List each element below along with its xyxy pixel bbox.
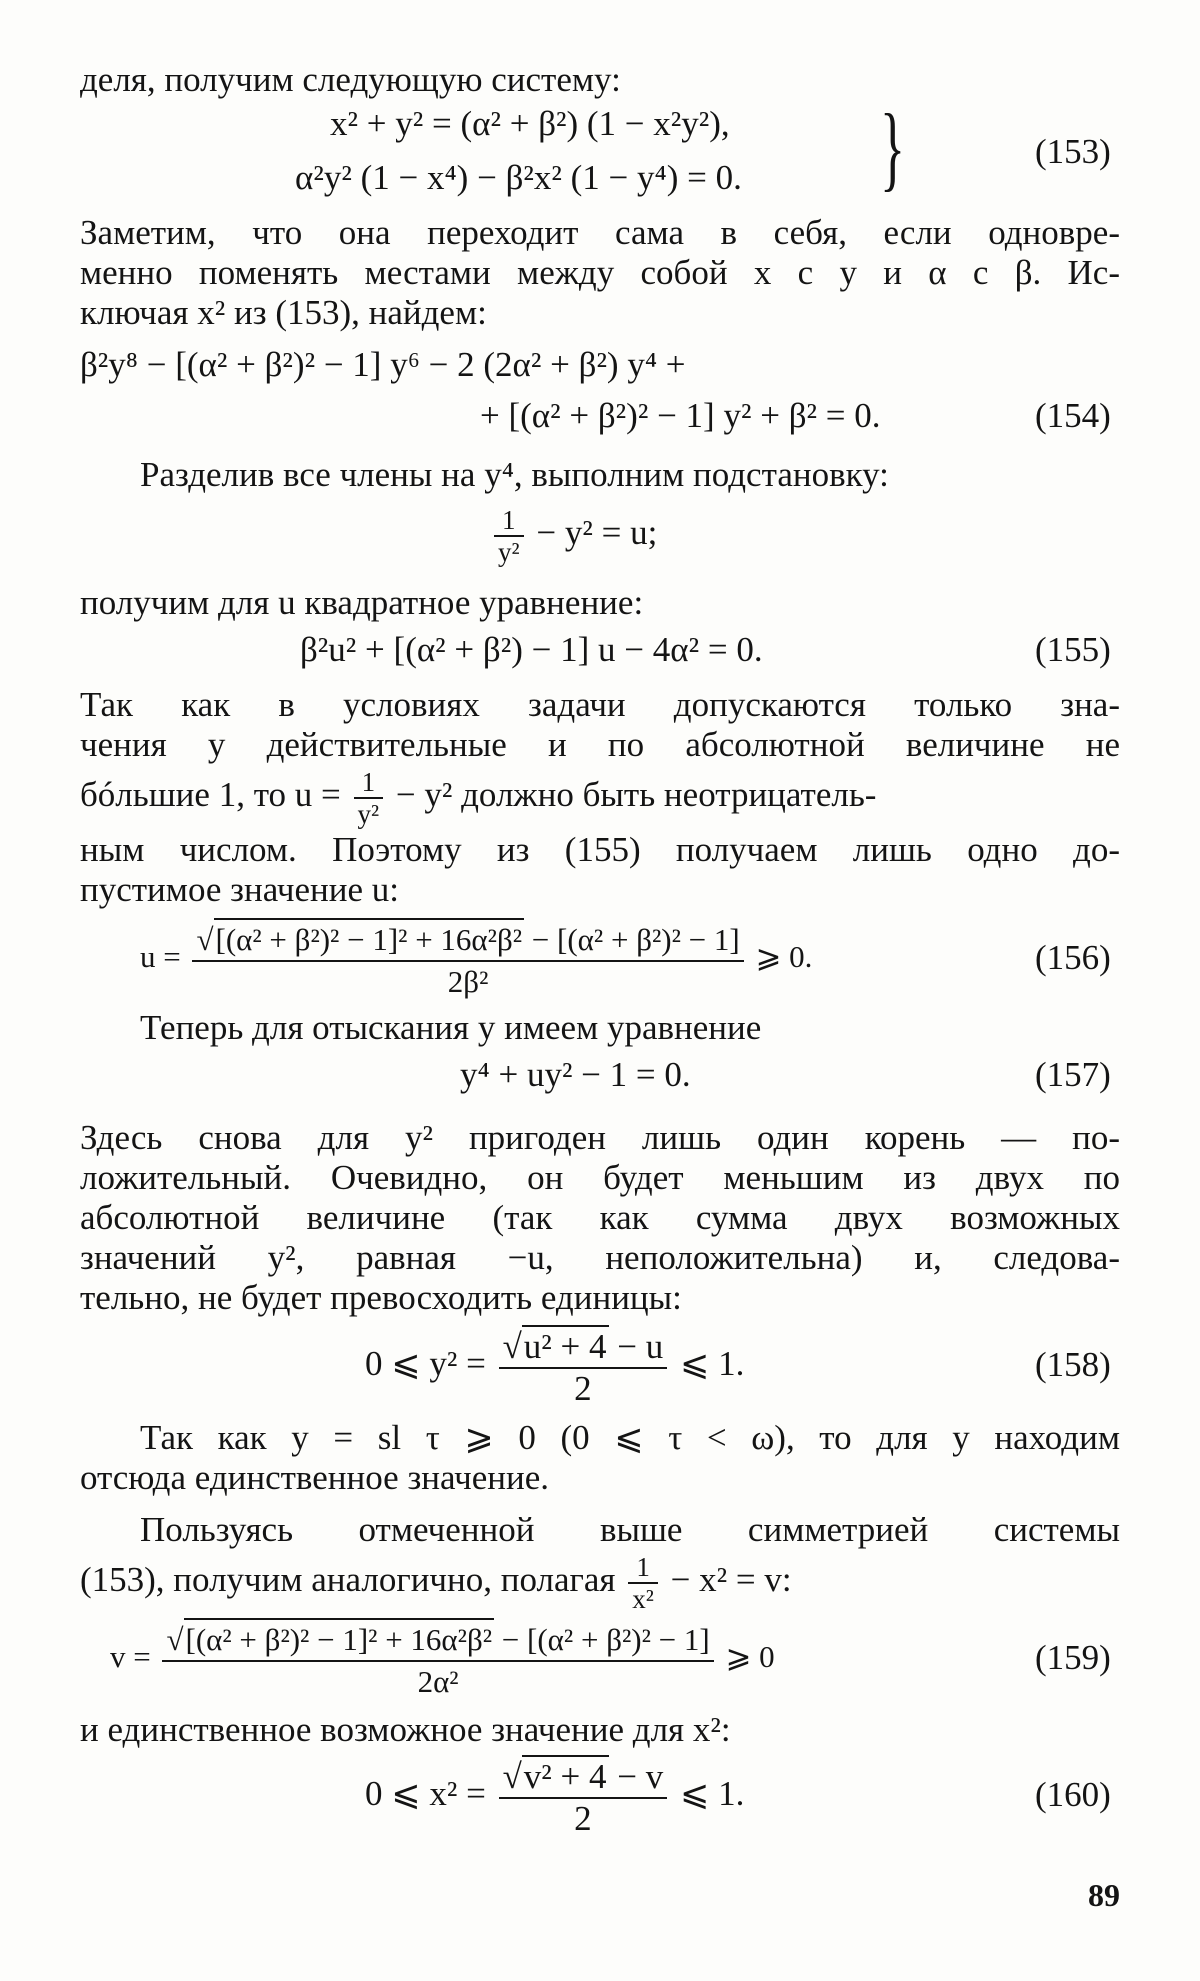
sqrt: √[(α² + β²)² − 1]² + 16α²β²	[196, 918, 524, 960]
text-line: тельно, не будет превосходить единицы:	[80, 1278, 682, 1317]
fraction: $\frac{\text{√[(α² + β²)² − 1]² + 16α²β² − [(α² + β²)² − 1]}}{\text{2α²}}$	[162, 1618, 713, 1702]
fraction: $\frac{1}{\text{y²}}$	[494, 505, 524, 567]
substitution-formula: $\frac{1}{\text{y²}}$ − y² = u;	[490, 505, 657, 567]
equation-156: u = $\frac{\text{√[(α² + β²)² − 1]² + 16α²β² − [(α² + β²)² − 1]}}{\text{2β²}}$ ⩾ 0.	[140, 918, 812, 1002]
text-line: чения y действительные и по абсолютной величине не	[80, 725, 1120, 764]
text-line: и единственное возможное значение для x²:	[80, 1710, 731, 1749]
text-line: Так как y = sl τ ⩾ 0 (0 ⩽ τ < ω), то для y находим	[140, 1418, 1120, 1457]
text-line: значений y², равная −u, неположительна) и, следова-	[80, 1238, 1120, 1277]
text-line: деля, получим следующую систему:	[80, 60, 621, 99]
text-line: Разделив все члены на y⁴, выполним подстановку:	[140, 455, 889, 494]
text-line: Теперь для отыскания y имеем уравнение	[140, 1008, 762, 1047]
text-line: ложительный. Очевидно, он будет меньшим из двух по	[80, 1158, 1120, 1197]
text-line: ным числом. Поэтому из (155) получаем лишь одно до-	[80, 830, 1120, 869]
equation-153-row2: α²y² (1 − x⁴) − β²x² (1 − y⁴) = 0.	[295, 158, 742, 197]
text-line: Здесь снова для y² пригоден лишь один корень — по-	[80, 1118, 1120, 1157]
text-line: отсюда единственное значение.	[80, 1458, 550, 1497]
fraction: $\frac{1}{\text{x²}}$	[628, 1552, 658, 1614]
equation-number: (160)	[1035, 1775, 1111, 1814]
equation-154-row1: β²y⁸ − [(α² + β²)² − 1] y⁶ − 2 (2α² + β²) y⁴ +	[80, 345, 686, 384]
fraction: $\frac{\text{√[(α² + β²)² − 1]² + 16α²β² − [(α² + β²)² − 1]}}{\text{2β²}}$	[192, 918, 743, 1002]
text-line: Так как в условиях задачи допускаются только зна-	[80, 685, 1120, 724]
text-line: пустимое значение u:	[80, 870, 399, 909]
sqrt: √v² + 4	[502, 1757, 607, 1796]
sqrt: √[(α² + β²)² − 1]² + 16α²β²	[166, 1618, 494, 1660]
equation-number: (159)	[1035, 1638, 1111, 1677]
equation-number: (156)	[1035, 938, 1111, 977]
system-brace: }	[880, 94, 906, 200]
equation-number: (155)	[1035, 630, 1111, 669]
equation-157: y⁴ + uy² − 1 = 0.	[460, 1055, 691, 1094]
page-number: 89	[1088, 1877, 1120, 1913]
text-line: Заметим, что она переходит сама в себя, если одновре-	[80, 213, 1120, 252]
text-line: Пользуясь отмеченной выше симметрией системы	[140, 1510, 1120, 1549]
equation-155: β²u² + [(α² + β²) − 1] u − 4α² = 0.	[300, 630, 763, 669]
fraction: $\frac{\text{√v² + 4 − v}}{2}$	[499, 1755, 668, 1839]
fraction: $\frac{\text{√u² + 4 − u}}{2}$	[499, 1325, 668, 1409]
text-line: получим для u квадратное уравнение:	[80, 583, 644, 622]
equation-154-row2: + [(α² + β²)² − 1] y² + β² = 0.	[480, 396, 881, 435]
text-line: абсолютной величине (так как сумма двух возможных	[80, 1198, 1120, 1237]
equation-number: (157)	[1035, 1055, 1111, 1094]
text-line: менно поменять местами между собой x с y и α с β. Ис-	[80, 253, 1120, 292]
equation-number: (153)	[1035, 132, 1111, 171]
text-line-with-fraction: бóльшие 1, то u = $\frac{1}{\text{y²}}$ − y² должно быть неотрицатель-	[80, 767, 877, 829]
equation-number: (158)	[1035, 1345, 1111, 1384]
equation-159: v = $\frac{\text{√[(α² + β²)² − 1]² + 16α²β² − [(α² + β²)² − 1]}}{\text{2α²}}$ ⩾ 0	[110, 1618, 775, 1702]
text-line-with-fraction: (153), получим аналогично, полагая $\frac{1}{\text{x²}}$ − x² = v:	[80, 1552, 792, 1614]
text-line: ключая x² из (153), найдем:	[80, 293, 487, 332]
fraction: $\frac{1}{\text{y²}}$	[354, 767, 384, 829]
sqrt: √u² + 4	[502, 1327, 607, 1366]
equation-number: (154)	[1035, 396, 1111, 435]
equation-153-row1: x² + y² = (α² + β²) (1 − x²y²),	[330, 104, 730, 143]
equation-160: 0 ⩽ x² = $\frac{\text{√v² + 4 − v}}{2}$ ⩽ 1.	[365, 1757, 745, 1838]
equation-158: 0 ⩽ y² = $\frac{\text{√u² + 4 − u}}{2}$ ⩽ 1.	[365, 1327, 745, 1408]
